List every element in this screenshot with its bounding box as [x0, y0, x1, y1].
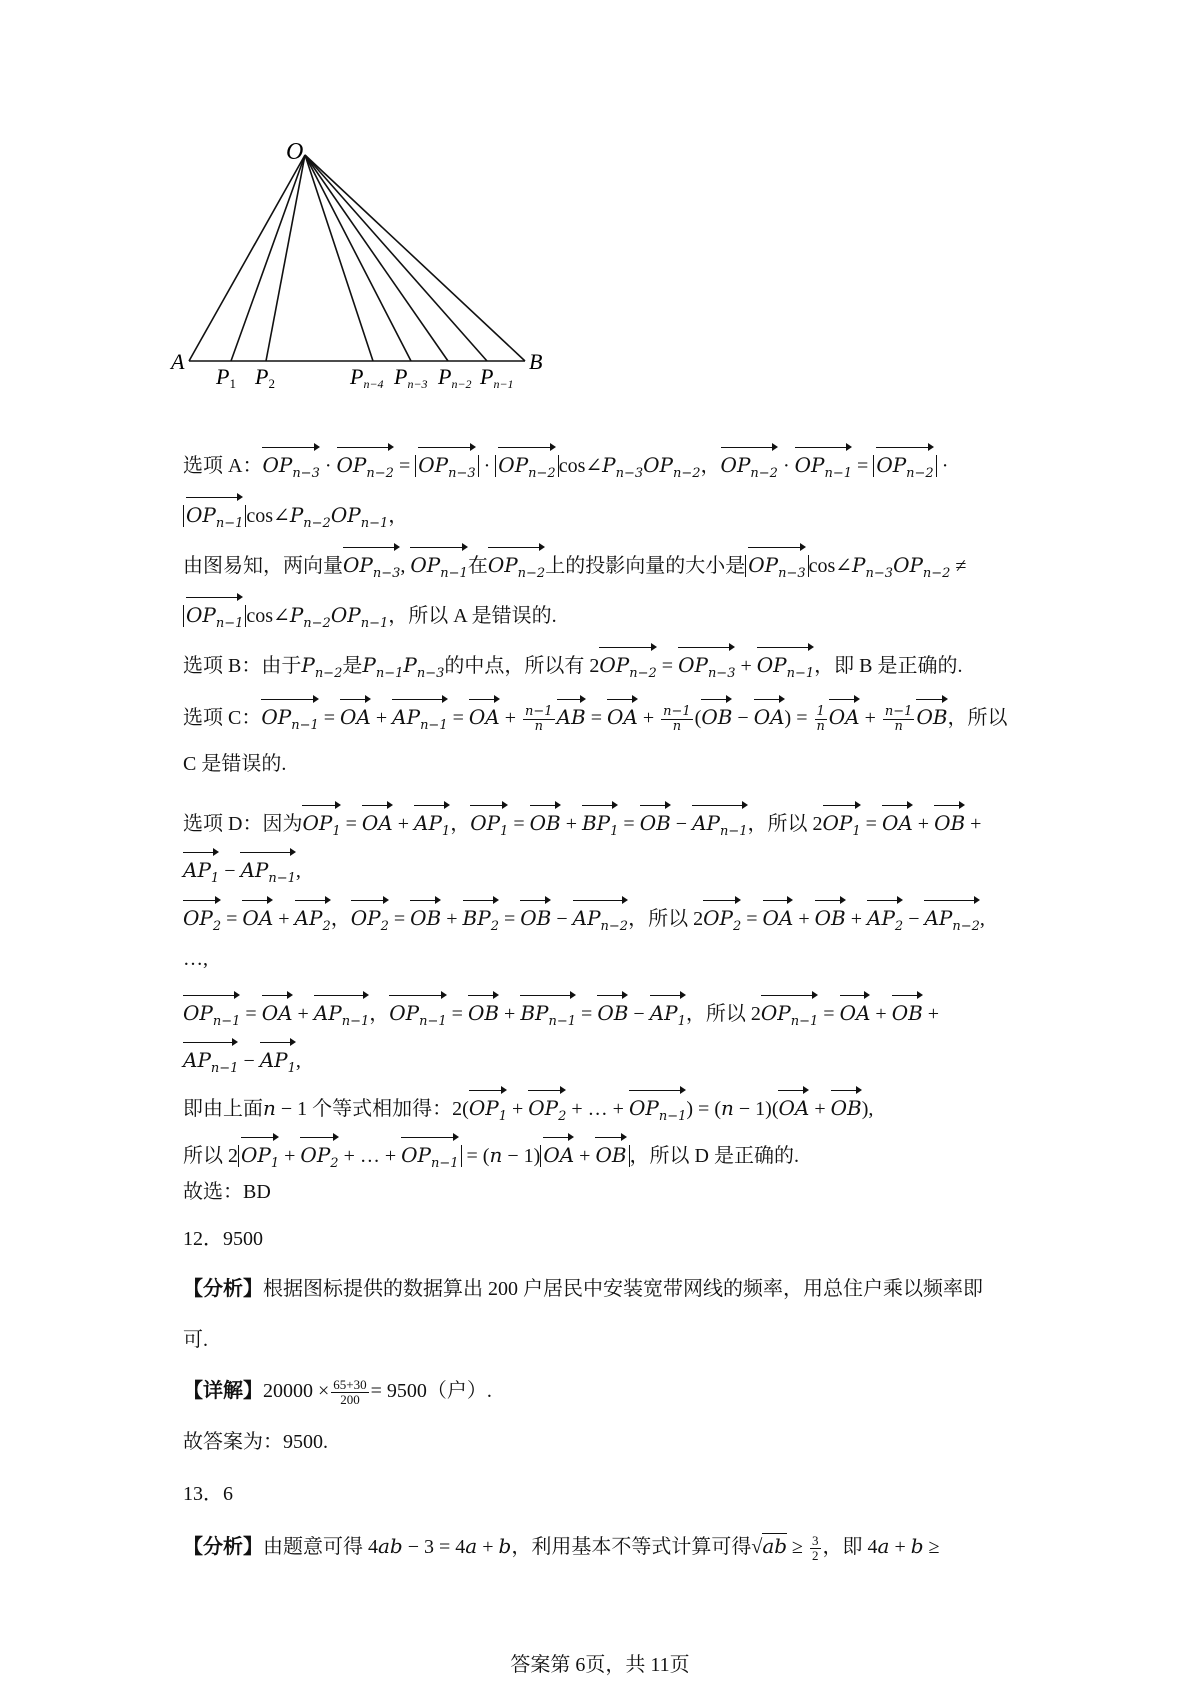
- option-d-final: 所以 2 $OP_1 + OP_2$ + … + $OP_{n-1} = (n - 1)$ OA + OB ，所以 D 是正确的.: [183, 1135, 799, 1178]
- svg-text:Pn−1: Pn−1: [480, 364, 514, 391]
- answer-11: 故选：BD: [183, 1181, 271, 1203]
- option-d-line2: $AP_1 - AP_{n-1}$,: [183, 850, 301, 893]
- option-c-line2: C 是错误的.: [183, 753, 287, 775]
- svg-text:Pn−2: Pn−2: [438, 364, 472, 391]
- option-d-line4: $OP_{n-1}$ = OA + $AP_{n-1}$，$OP_{n-1}$ = OB + $BP_{n-1}$ = OB − $AP_1$，所以 $2OP_{n-1}$ = OA + OB +: [183, 993, 939, 1036]
- label-B: B: [529, 349, 543, 374]
- option-c-line1: 选项 C：$OP_{n-1}$ = OA + $AP_{n-1}$ = OA + $\frac{n-1}{n}$ AB = OA + $\frac{n-1}{n}$ (OB − OA) = $\frac{1}{n}$ OA + $\frac{n-1}{n}$ OB，所以: [183, 697, 1008, 740]
- q12-detail: 【详解】20000 × $\frac{65+30}{200}$ = 9500（户）.: [183, 1376, 492, 1407]
- q12-answer: 故答案为：9500.: [183, 1431, 328, 1453]
- label-P1: P: [216, 364, 230, 389]
- option-b-line: 选项 B：由于$P_{n-2}$是$P_{n-1}P_{n-3}$的中点，所以有 $2OP_{n-2} = OP_{n-3} + OP_{n-1}$，即 B 是正确的.: [183, 645, 963, 688]
- svg-text:Pn−4: Pn−4: [350, 364, 384, 391]
- q13-analysis: 【分析】由题意可得 4ab − 3 = 4a + b，利用基本不等式计算可得√ab ≥ $\frac{3}{2}$ ，即 4a + b ≥: [183, 1532, 940, 1563]
- svg-text:P2: P2: [255, 364, 275, 391]
- label-Pn1: P: [480, 364, 494, 389]
- label-A: A: [171, 349, 185, 374]
- question-12: 12．9500: [183, 1228, 263, 1250]
- option-a-line2: $OP_{n-1}$ $\cos\angle P_{n-2}OP_{n-1}$，: [183, 495, 408, 538]
- geometry-figure: [160, 140, 580, 400]
- label-O: O: [286, 140, 304, 165]
- option-d-line3: $OP_2$ = OA + $AP_2$，$OP_2$ = OB + $BP_2$ = OB − $AP_{n-2}$，所以 $2OP_2$ = OA + OB + $AP_2 - AP_{n-2}$,: [183, 898, 985, 941]
- projection-line2: $OP_{n-1}$ $\cos\angle P_{n-2}OP_{n-1}$，所以 A 是错误的.: [183, 595, 557, 638]
- option-d-ellipsis: …,: [183, 948, 208, 970]
- option-d-line1: 选项 D：因为$OP_1$ = OA + $AP_1$，$OP_1$ = OB + $BP_1$ = OB − $AP_{n-1}$，所以 $2OP_1$ = OA + OB +: [183, 803, 981, 846]
- option-d-line5: $AP_{n-1} - AP_1$,: [183, 1040, 301, 1083]
- projection-line1: 由图易知，两向量$OP_{n-3}$, $OP_{n-1}$在$OP_{n-2}$上的投影向量的大小是 $OP_{n-3}$ $\cos\angle P_{n-3}OP_{n-2}$ ≠: [183, 545, 966, 588]
- q12-analysis-cont: 可.: [183, 1329, 208, 1351]
- svg-text:Pn−3: Pn−3: [394, 364, 428, 391]
- label-Pn4: P: [350, 364, 364, 389]
- q12-analysis: 【分析】根据图标提供的数据算出 200 户居民中安装宽带网线的频率，用总住户乘以频率即: [183, 1278, 983, 1300]
- svg-text:P1: P1: [216, 364, 236, 391]
- label-Pn2: P: [438, 364, 452, 389]
- page-footer: 答案第 6页，共 11页: [510, 1654, 690, 1676]
- option-d-sum: 即由上面n − 1 个等式相加得：$2(OP_1 + OP_2$ + … + $OP_{n-1}) = (n - 1)(OA + OB)$,: [183, 1088, 873, 1131]
- label-P2: P: [255, 364, 269, 389]
- label-Pn3: P: [394, 364, 408, 389]
- question-13: 13．6: [183, 1483, 233, 1505]
- option-a-line1: 选项 A：$OP_{n-3} \cdot OP_{n-2} = OP_{n-3} \cdot OP_{n-2}$ $\cos\angle P_{n-3}OP_{n-2}$，$OP_{n-2} \cdot OP_{n-1} = OP_{n-2}$ ·: [183, 445, 948, 488]
